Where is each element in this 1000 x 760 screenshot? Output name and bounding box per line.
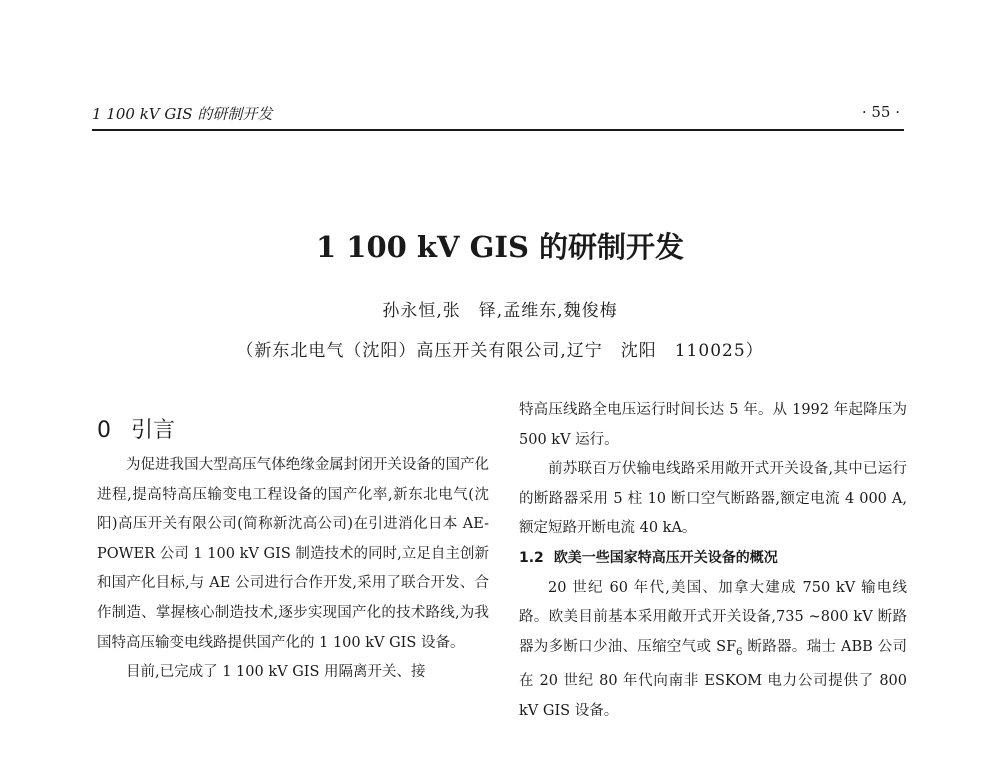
section-number: 0 <box>97 418 111 443</box>
subsection-heading <box>519 544 907 574</box>
running-header <box>92 103 904 131</box>
paragraph-west-part1: 20 世纪 60 年代,美国、加拿大建成 750 kV 输电线路。欧美目前基本采用敞开式开关设备,735 ~800 kV 断路器为多断口少油、压缩空气或 SF <box>519 579 907 655</box>
page-number: · 55 · <box>861 103 900 121</box>
paragraph-intro: 为促进我国大型高压气体绝缘金属封闭开关设备的国产化进程,提高特高压输变电工程设备的国产化率,新东北电气(沈阳)高压开关有限公司(简称新沈高公司)在引进消化日本 AE-POWER 公司 1 100 kV GIS 制造技术的同时,立足自主创新和国产化目标,与 AE 公司进行合作开发,采用了联合开发、合作制造、掌握核心制造技术,逐步实现国产化的技术路线,为我国特高压输变电线路提供国产化的 1 100 kV GIS 设备。 <box>97 457 489 651</box>
affiliation: （新东北电气（沈阳）高压开关有限公司,辽宁 沈阳 110025） <box>236 341 764 361</box>
paragraph-ussr: 前苏联百万伏输电线路采用敞开式开关设备,其中已运行的断路器采用 5 柱 10 断口空气断路器,额定电流 4 000 A,额定短路开断电流 40 kA。 <box>519 461 907 537</box>
paragraph-west <box>519 574 907 727</box>
paper-title: 1 100 kV GIS 的研制开发 <box>316 230 684 264</box>
section-title: 引言 <box>131 418 176 443</box>
running-title: 1 100 kV GIS 的研制开发 <box>92 105 273 123</box>
authors: 孙永恒,张 铎,孟维东,魏俊梅 <box>382 301 618 321</box>
sf6-subscript: 6 <box>736 646 743 658</box>
subsection-number: 1.2 <box>519 549 544 566</box>
right-column <box>519 396 907 726</box>
left-column <box>97 451 489 688</box>
subsection-title: 欧美一些国家特高压开关设备的概况 <box>553 549 778 566</box>
paragraph-west-part2: 断路器。瑞士 ABB 公司在 20 世纪 80 年代向南非 ESKOM 电力公司提供了 800 kV GIS 设备。 <box>519 638 908 719</box>
section-heading-introduction <box>97 413 175 444</box>
paragraph-current-status: 目前,已完成了 1 100 kV GIS 用隔离开关、接 <box>126 664 426 681</box>
paragraph-continued: 特高压线路全电压运行时间长达 5 年。从 1992 年起降压为 500 kV 运行。 <box>519 402 907 448</box>
